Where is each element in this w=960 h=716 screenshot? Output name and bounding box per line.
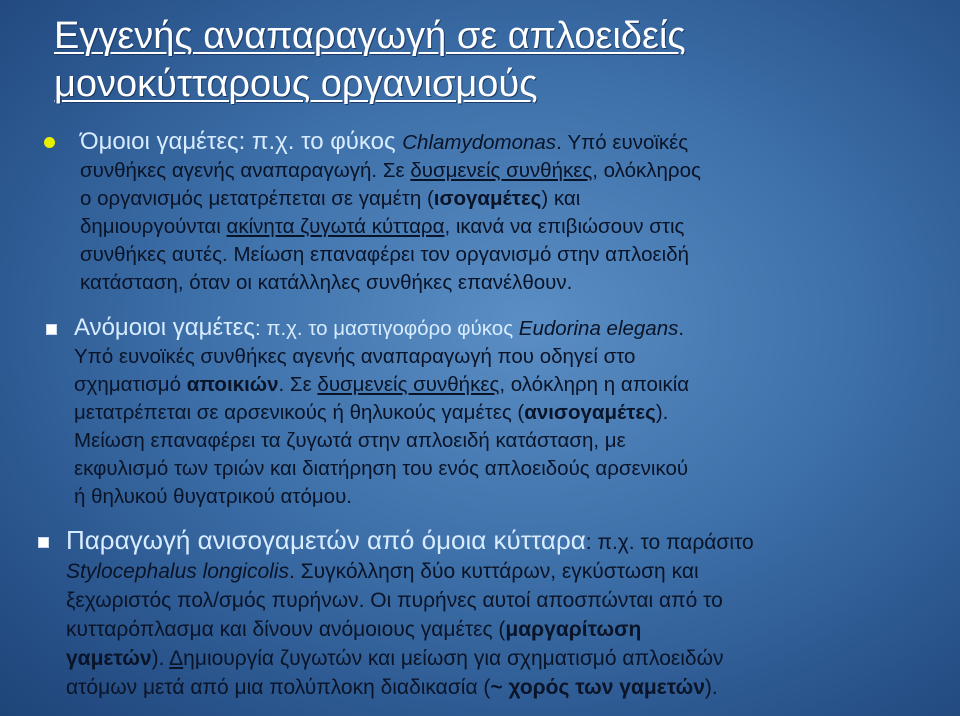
underlined-term: δυσμενείς συνθήκες (317, 373, 500, 396)
bullet1-lead: Όμοιοι γαμέτες (80, 128, 239, 155)
bullet2-line-2: Υπό ευνοϊκές συνθήκες αγενής αναπαραγωγή που οδηγεί στο (74, 345, 636, 368)
species-name: Chlamydomonas (402, 131, 557, 154)
bold-term: αποικιών (186, 373, 279, 396)
bullet3-line-1: Παραγωγή ανισογαμετών από όμοια κύτταρα: π.χ. το παράσιτο (66, 525, 754, 555)
bold-term: ανισογαμέτες (524, 401, 656, 424)
underlined-term: ακίνητα ζυγωτά κύτταρα (226, 215, 445, 238)
bullet3-line-5: γαμετών). Δημιουργία ζυγωτών και μείωση για σχηματισμό απλοειδών (66, 647, 724, 670)
bullet2-line-6: εκφυλισμό των τριών και διατήρηση του ενός απλοειδούς αρσενικού (74, 457, 689, 480)
bullet3-line-3: ξεχωριστός πολ/σμός πυρήνων. Οι πυρήνες αυτοί αποσπώνται από το (66, 589, 723, 612)
bold-term: μαργαρίτωση (505, 618, 642, 641)
bold-term: γαμετών (66, 647, 152, 670)
species-name: Stylocephalus longicolis (66, 560, 289, 583)
title-line-1: Εγγενής αναπαραγωγή σε απλοειδείς (54, 15, 686, 57)
underlined-letter: Δ (169, 647, 184, 670)
bullet1-line-1: Όμοιοι γαμέτες: π.χ. το φύκος Chlamydomonas. Υπό ευνοϊκές (80, 128, 689, 155)
bullet2-line-4: μετατρέπεται σε αρσενικούς ή θηλυκούς γαμέτες (ανισογαμέτες). (74, 401, 669, 424)
bullet3-line-4: κυτταρόπλασμα και δίνουν ανόμοιους γαμέτες (μαργαρίτωση (66, 618, 642, 641)
bullet1-line-3: ο οργανισμός μετατρέπεται σε γαμέτη (ισογαμέτες) και (80, 187, 581, 210)
slide-title (54, 12, 934, 108)
bullet-isogametes (44, 128, 934, 297)
bullet1-line-5: συνθήκες αυτές. Μείωση επαναφέρει τον οργανισμό στην απλοειδή (80, 243, 690, 266)
bold-term: ισογαμέτες (433, 187, 542, 210)
bullet2-line-5: Μείωση επαναφέρει τα ζυγωτά στην απλοειδή κατάσταση, με (74, 429, 626, 452)
bullet1-line-4: δημιουργούνται ακίνητα ζυγωτά κύτταρα, ικανά να επιβιώσουν στις (80, 215, 685, 238)
bullet1-line-6: κατάσταση, όταν οι κατάλληλες συνθήκες επανέλθουν. (80, 271, 573, 294)
bullet-anisogametes-from-similar-cells (36, 526, 936, 702)
bullet3-line-6: ατόμων μετά από μια πολύπλοκη διαδικασία (~ χορός των γαμετών). (66, 676, 718, 699)
bullet2-line-7: ή θηλυκού θυγατρικού ατόμου. (74, 485, 352, 508)
bullet2-lead: Ανόμοιοι γαμέτες (74, 314, 255, 341)
bullet-anisogametes (44, 314, 934, 511)
species-name: Eudorina elegans (518, 317, 679, 340)
bullet3-lead: Παραγωγή ανισογαμετών από όμοια κύτταρα (66, 525, 586, 555)
bullet2-line-3: σχηματισμό αποικιών. Σε δυσμενείς συνθήκες, ολόκληρη η αποικία (74, 373, 690, 396)
bullet2-line-1: Ανόμοιοι γαμέτες: π.χ. το μαστιγοφόρο φύκος Eudorina elegans. (74, 314, 685, 341)
bullet3-line-2: Stylocephalus longicolis. Συγκόλληση δύο κυττάρων, εγκύστωση και (66, 560, 699, 583)
underlined-term: δυσμενείς συνθήκες (410, 159, 593, 182)
bullet1-line-2: συνθήκες αγενής αναπαραγωγή. Σε δυσμενείς συνθήκες, ολόκληρος (80, 159, 701, 182)
title-line-2: μονοκύτταρους οργανισμούς (54, 63, 538, 105)
bold-term: ~ χορός των γαμετών (490, 676, 705, 699)
